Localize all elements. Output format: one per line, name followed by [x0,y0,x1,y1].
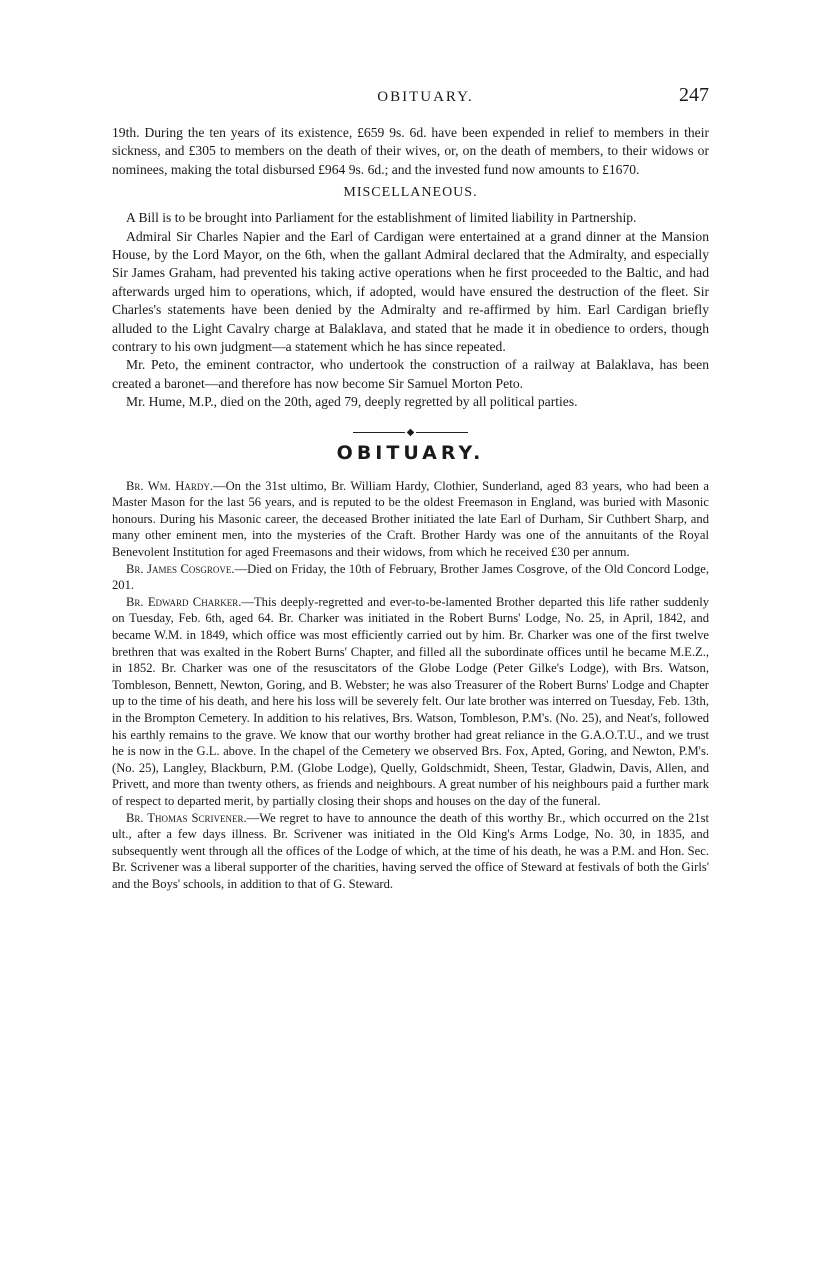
obituary-text: —On the 31st ultimo, Br. William Hardy, Clothier, Sunderland, aged 83 years, who had been a Master Mason for the last 56 years, and is reputed to be the oldest Freemason in England, was buried with Masonic honours. During his Masonic career, the deceased Brother initiated the late Earl of Durham, Sir Cuthbert Sharp, and many other eminent men, into the mysteries of the Craft. Brother Hardy was one of the annuitants of the Royal Benevolent Institution for aged Freemasons and their widows, from which he received £30 per annum. [112,478,710,560]
miscellaneous-section [112,124,709,412]
intro-paragraph: 19th. During the ten years of its existence, £659 9s. 6d. have been expended in relief to members in their sickness, and £305 to members on the death of their wives, or, on the death of members, to their widows or nominees, making the total disbursed £964 9s. 6d.; and the invested fund now amounts to £1670. [112,125,709,177]
diamond-ornament-icon: ◆ [406,426,415,438]
misc-paragraph: Mr. Peto, the eminent contractor, who undertook the construction of a railway at Balaklava, has been created a baronet—and therefore has now become Sir Samuel Morton Peto. [112,357,709,391]
obituary-entry [112,810,709,893]
miscellaneous-heading: MISCELLANEOUS. [343,185,478,201]
obituary-entry [112,478,709,561]
obituary-name: Br. James Cosgrove. [126,561,235,576]
section-divider-ornament [112,422,709,436]
misc-paragraph: Mr. Hume, M.P., died on the 20th, aged 79, deeply regretted by all political parties. [126,394,578,410]
running-title: OBITUARY. [377,89,474,105]
obituary-name: Br. Edward Charker. [126,594,242,609]
divider-line [353,432,405,433]
obituary-name: Br. Wm. Hardy. [126,478,213,493]
obituary-heading: OBITUARY. [336,441,485,464]
obituary-text: —Died on Friday, the 10th of February, Brother James Cosgrove, of the Old Concord Lodge, 201. [112,561,709,593]
obituary-section [112,478,709,893]
page-number: 247 [679,84,709,106]
obituary-text: —This deeply-regretted and ever-to-be-lamented Brother departed this life rather suddenly on Tuesday, Feb. 6th, aged 64. Br. Charker was initiated in the Robert Burns' Lodge, No. 25, in April, 1842, and became W.M. in 1849, which office was most efficiently carried out by him. Br. Charker was one of the first twelve brethren that was exalted in the Robert Burns' Chapter, and filled all the subordinate offices until he became M.E.Z., in 1852. Br. Charker was one of the resuscitators of the Globe Lodge (Peter Gilke's Lodge), with Brs. Watson, Tombleson, Bennett, Newton, Goring, and B. Webster; he was also Treasurer of the Robert Burns' Lodge and Chapter up to the time of his death, and here his loss will be severely felt. Our late brother was interred on Tuesday, Feb. 13th, in the Brompton Cemetery. In addition to his relatives, Brs. Watson, Tombleson, P.M's. (No. 25), and Neat's, followed his earthly remains to the grave. We know that our worthy brother had great reliance in the G.A.O.T.U., and we trust he is now in the G.L. above. In the chapel of the Cemetery we observed Brs. Fox, Apted, Goring, and Newton, P.M's. (No. 25), Langley, Blackburn, P.M. (Globe Lodge), Quelly, Goldschmidt, Sheen, Testar, Gladwin, Davis, Allen, and Privett, and more than twenty others, as friends and neighbours. A great number of his neighbours paid a further mark of respect to departed merit, by partially closing their shops and houses on the day of the funeral. [112,594,709,808]
divider-line [416,432,468,433]
misc-paragraph: Admiral Sir Charles Napier and the Earl of Cardigan were entertained at a grand dinner at the Mansion House, by the Lord Mayor, on the 6th, when the gallant Admiral declared that the Admiralty, and especially Sir James Graham, had prevented his taking active operations when he first proceeded to the Baltic, and had afterwards urged him to operations, which, if adopted, would have ensured the destruction of the fleet. Sir Charles's statements have been denied by the Admiralty and re-affirmed by him. Earl Cardigan briefly alluded to the Light Cavalry charge at Balaklava, and stated that he made it in obedience to orders, though contrary to his own judgment—a statement which he has since repeated. [112,228,709,355]
obituary-name: Br. Thomas Scrivener. [126,810,247,825]
obituary-text: —We regret to have to announce the death of this worthy Br., which occurred on the 21st ult., after a few days illness. Br. Scrivener was initiated in the Old King's Arms Lodge, No. 30, in 1835, and subsequently went through all the offices of the Lodge of which, at the time of his death, he was a P.M. and Hon. Sec. Br. Scrivener was a liberal supporter of the charities, having served the office of Steward at festivals of both the Girls' and the Boys' schools, in addition to that of G. Steward. [112,810,709,891]
page-header [112,84,709,124]
misc-paragraph: A Bill is to be brought into Parliament for the establishment of limited liability in Partnership. [126,210,637,226]
obituary-entry [112,561,709,594]
obituary-entry [112,594,709,810]
